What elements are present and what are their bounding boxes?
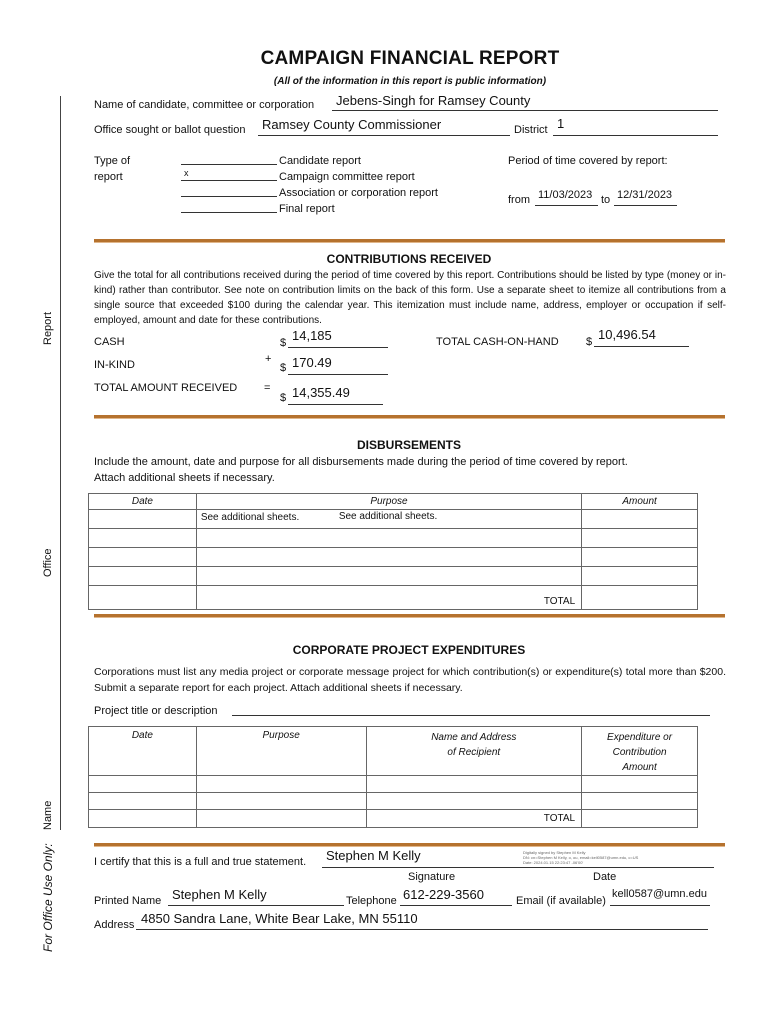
candidate-name-value: Jebens-Singh for Ramsey County (336, 93, 531, 108)
digital-signature-line1: Digitally signed by Stephen M Kelly (523, 850, 586, 855)
inkind-value: 170.49 (292, 355, 332, 370)
contributions-title: CONTRIBUTIONS RECEIVED (326, 252, 492, 266)
corporate-header-amount-line1: Expenditure or (607, 732, 673, 743)
corporate-amount-cell[interactable] (582, 776, 698, 793)
corporate-date-cell[interactable] (89, 776, 197, 793)
total-received-value: 14,355.49 (292, 385, 350, 400)
table-row (89, 776, 698, 793)
disbursement-purpose-cell[interactable] (196, 567, 581, 586)
table-row (89, 548, 698, 567)
table-row (89, 586, 698, 610)
report-type-final-label: Final report (279, 203, 335, 215)
office-sought-label: Office sought or ballot question (94, 124, 246, 136)
form-title: CAMPAIGN FINANCIAL REPORT (260, 48, 560, 69)
disbursement-purpose-cell[interactable] (196, 529, 581, 548)
disbursement-amount-cell[interactable] (582, 510, 698, 529)
disbursement-purpose-cell[interactable] (196, 510, 581, 529)
period-label: Period of time covered by report: (508, 155, 668, 167)
period-to-value: 12/31/2023 (617, 189, 673, 201)
corporate-header-date: Date (89, 727, 197, 776)
corporate-header-recipient (366, 727, 582, 776)
report-type-final-blank[interactable] (181, 201, 277, 213)
digital-signature-line3: Date: 2024.01.15 22:23:47 -06'00' (523, 860, 584, 865)
report-type-candidate-blank[interactable] (181, 153, 277, 165)
section-divider (94, 239, 725, 243)
disbursement-date-cell[interactable] (89, 567, 197, 586)
certify-statement: I certify that this is a full and true statement. (94, 856, 307, 868)
contributions-instructions: Give the total for all contributions received during the period of time covered by this report. Contributions should be listed by type (money or in-kind) rather than contributor. See note on contribution limits on the back of this form. Use a separate sheet to itemize all contributions from a single source that exceeded $100 during the calendar year. This itemization must include name, address, employer or occupation if self-employed, amount and date for these contributions. (94, 270, 726, 326)
disbursements-total-cell[interactable] (582, 586, 698, 610)
corporate-header-recipient-line1: Name and Address (431, 732, 517, 743)
table-row (89, 793, 698, 810)
corporate-date-cell[interactable] (89, 810, 197, 828)
side-label-name: Name (42, 800, 54, 830)
report-type-committee-mark: x (184, 168, 189, 178)
date-label: Date (593, 871, 617, 883)
report-type-association-blank[interactable] (181, 185, 277, 197)
total-received-label: TOTAL AMOUNT RECEIVED (94, 382, 238, 394)
disbursements-table (88, 493, 698, 610)
report-type-candidate-label: Candidate report (279, 155, 361, 167)
report-type-committee-label: Campaign committee report (279, 171, 415, 183)
email-label: Email (if available) (516, 895, 606, 907)
form-subtitle: (All of the information in this report is public information) (273, 76, 547, 87)
disbursement-amount-cell[interactable] (582, 529, 698, 548)
corporate-header-amount (582, 727, 698, 776)
corporate-header-recipient-line2: of Recipient (447, 747, 501, 758)
cash-label: CASH (94, 336, 125, 348)
disbursement-date-cell[interactable] (89, 510, 197, 529)
disbursement-date-cell[interactable] (89, 529, 197, 548)
plus-sign: + (265, 353, 272, 365)
address-label: Address (94, 919, 135, 931)
inkind-label: IN-KIND (94, 359, 135, 371)
disbursement-purpose-cell[interactable] (196, 548, 581, 567)
left-margin-line (60, 96, 61, 830)
digital-signature-stamp (523, 850, 638, 865)
table-row (89, 510, 698, 529)
disbursements-header-date: Date (89, 494, 197, 510)
equals-sign: = (264, 382, 271, 394)
cash-dollar: $ (280, 337, 287, 349)
section-divider (94, 614, 725, 618)
corporate-instructions: Corporations must list any media project or corporate message project for which contribution(s) or expenditure(s) total more than $200. Submit a separate report for each project. Attach additional sheets if necessary. (94, 666, 726, 694)
corporate-amount-cell[interactable] (582, 793, 698, 810)
side-label-office: Office (42, 548, 54, 577)
corporate-header-purpose: Purpose (196, 727, 366, 776)
disbursements-total-label: TOTAL (196, 586, 581, 610)
disbursements-instructions-1: Include the amount, date and purpose for all disbursements made during the period of time covered by report. (94, 456, 628, 468)
table-row (89, 567, 698, 586)
corporate-header-amount-line3: Amount (622, 762, 657, 773)
disbursements-header-amount: Amount (582, 494, 698, 510)
table-row (89, 529, 698, 548)
district-label: District (514, 124, 548, 136)
corporate-purpose-cell[interactable] (196, 810, 366, 828)
project-title-label: Project title or description (94, 705, 218, 717)
disbursements-instructions-2: Attach additional sheets if necessary. (94, 472, 275, 484)
signature-label: Signature (408, 871, 456, 883)
candidate-name-label: Name of candidate, committee or corporation (94, 99, 315, 111)
total-dollar: $ (280, 392, 287, 404)
corporate-purpose-cell[interactable] (196, 776, 366, 793)
address-value: 4850 Sandra Lane, White Bear Lake, MN 55110 (141, 911, 418, 926)
section-divider (94, 843, 725, 847)
cash-on-hand-value: 10,496.54 (598, 327, 656, 342)
telephone-label: Telephone (346, 895, 397, 907)
corporate-total-label: TOTAL (366, 810, 582, 828)
corporate-recipient-cell[interactable] (366, 776, 582, 793)
printed-name-value: Stephen M Kelly (172, 887, 267, 902)
corporate-total-cell[interactable] (582, 810, 698, 828)
signature-value: Stephen M Kelly (326, 848, 421, 863)
corporate-table (88, 726, 698, 828)
district-value: 1 (557, 116, 565, 131)
table-row (89, 810, 698, 828)
report-type-committee-blank[interactable] (181, 169, 277, 181)
cash-value: 14,185 (292, 328, 332, 343)
digital-signature-line2: DN: cn=Stephen M Kelly, o, ou, email=kell0587@umn.edu, c=US (523, 855, 639, 860)
district-field[interactable] (553, 120, 718, 136)
disbursement-date-cell[interactable] (89, 548, 197, 567)
corporate-recipient-cell[interactable] (366, 793, 582, 810)
corporate-date-cell[interactable] (89, 793, 197, 810)
report-type-label-line2: report (94, 171, 123, 183)
side-label-for-office-use: For Office Use Only: (41, 843, 55, 952)
corporate-title: CORPORATE PROJECT EXPENDITURES (292, 643, 526, 657)
inkind-dollar: $ (280, 362, 287, 374)
report-type-association-label: Association or corporation report (279, 187, 438, 199)
cash-on-hand-label: TOTAL CASH-ON-HAND (436, 336, 559, 348)
disbursement-row1-date-text: See additional sheets. (200, 512, 300, 523)
report-type-label-line1: Type of (94, 155, 131, 167)
project-title-field[interactable] (232, 704, 710, 716)
cash-on-hand-dollar: $ (586, 336, 593, 348)
email-value: kell0587@umn.edu (612, 888, 707, 900)
period-to-label: to (601, 194, 611, 206)
disbursement-row1-purpose-text: See additional sheets. (338, 511, 438, 522)
disbursements-header-purpose: Purpose (196, 494, 581, 510)
period-from-label: from (508, 194, 530, 206)
printed-name-label: Printed Name (94, 895, 162, 907)
telephone-value: 612-229-3560 (403, 887, 484, 902)
period-from-value: 11/03/2023 (538, 189, 593, 201)
section-divider (94, 415, 725, 419)
corporate-header-amount-line2: Contribution (612, 747, 667, 758)
corporate-purpose-cell[interactable] (196, 793, 366, 810)
disbursements-title: DISBURSEMENTS (356, 438, 461, 452)
side-label-report: Report (42, 311, 54, 345)
disbursement-amount-cell[interactable] (582, 567, 698, 586)
disbursement-amount-cell[interactable] (582, 548, 698, 567)
disbursement-date-cell[interactable] (89, 586, 197, 610)
office-sought-value: Ramsey County Commissioner (262, 117, 442, 132)
